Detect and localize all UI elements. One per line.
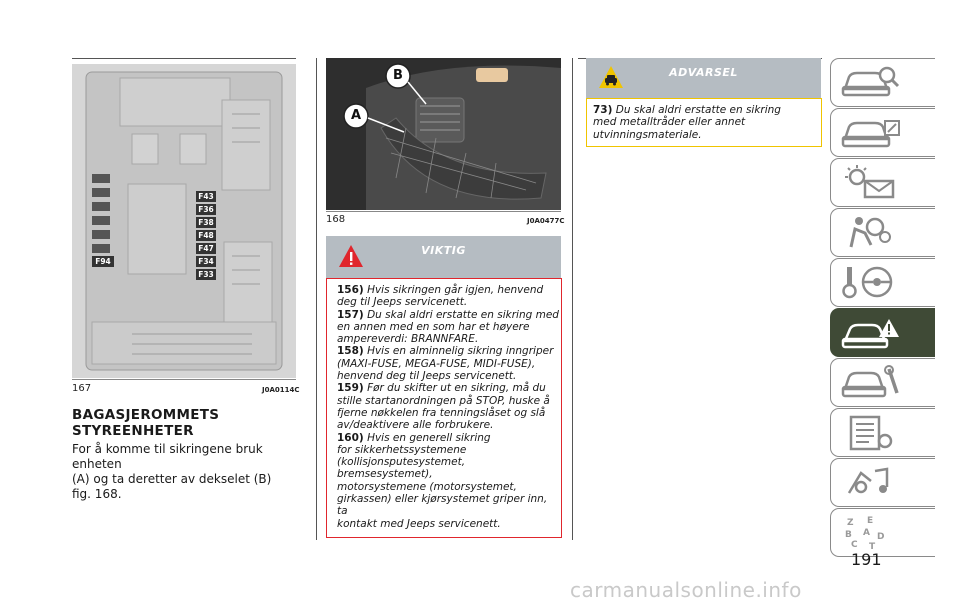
tab-emergency[interactable] [830,308,935,357]
viktig-title: VIKTIG [421,244,466,257]
advarsel-notes [593,104,815,141]
car-search-icon [841,63,901,101]
note-number: 159) [337,382,364,395]
alphabetical-index-icon [841,513,901,551]
multimedia-icon [841,463,901,501]
figure-caption-rule [72,379,296,380]
note-line: Hvis sikringen går igjen, henvend [367,284,544,296]
fuse-label: F47 [196,243,216,254]
fuse-label: F34 [196,256,216,267]
note-line: med metalltråder eller annet [593,116,746,129]
svg-text:E: E [867,516,874,526]
svg-text:A: A [863,528,870,538]
note-156 [337,284,559,309]
airbag-person-icon [841,213,901,251]
svg-text:T: T [869,542,876,551]
note-line: (MAXI-FUSE, MEGA-FUSE, MIDI-FUSE), [337,357,536,370]
figure-number: 168 [326,214,346,225]
note-line: for sikkerhetssystemene [337,443,467,456]
top-rule-left [72,58,296,59]
note-number: 158) [337,345,364,358]
section-heading [72,407,219,439]
tab-multimedia[interactable] [830,458,935,507]
note-line: deg til Jeeps servicenett. [337,296,468,309]
section-body [72,442,312,502]
fuse-label: F48 [196,230,216,241]
note-number: 73) [593,104,613,116]
note-line: kontakt med Jeeps servicenett. [337,517,501,530]
note-line: av/deaktivere alle forbrukere. [337,419,494,432]
note-line: Hvis en alminnelig sikring inngriper [367,345,554,358]
figure-code: J0A0477C [527,217,565,225]
page-number: 191 [851,550,882,569]
figure-code: J0A0114C [262,386,300,394]
fuse-label: F38 [196,217,216,228]
viktig-notes [337,284,559,530]
photo-label-a: A [350,108,362,123]
column-divider-1 [316,58,317,540]
note-line: fjerne nøkkelen fra tenningslåset og slå [337,406,546,419]
svg-text:Z: Z [847,518,854,528]
fuse-box-drawing [72,64,296,378]
tab-index[interactable] [830,508,935,557]
advarsel-title: ADVARSEL [669,66,738,79]
trunk-photo-drawing [326,58,561,210]
note-line: Du skal aldri erstatte en sikring [615,104,781,116]
note-line: Du skal aldri erstatte en sikring med [367,308,559,321]
note-159 [337,382,559,431]
column-divider-2 [572,58,573,540]
svg-text:D: D [877,532,885,542]
note-160 [337,432,559,530]
tab-car-search[interactable] [830,58,935,107]
tab-maintenance[interactable] [830,358,935,407]
section-heading-line: STYREENHETER [72,423,194,439]
note-line: ampereverdi: BRANNFARE. [337,333,479,346]
note-line: en annen med en som har et høyere [337,320,530,333]
trunk-photo-figure [326,58,561,210]
tab-specifications[interactable] [830,408,935,457]
viktig-banner [326,236,561,278]
fuse-box-figure [72,64,296,378]
tab-car-dashboard[interactable] [830,108,935,157]
note-line: stille startanordningen på STOP, huske å [337,394,550,407]
advarsel-box [586,98,822,147]
fuse-label: F36 [196,204,216,215]
note-158 [337,345,559,382]
photo-label-b: B [393,68,403,83]
figure-number: 167 [72,383,92,394]
advarsel-banner [586,58,821,98]
tab-starting-driving[interactable] [830,258,935,307]
warning-lights-icon [841,163,901,201]
steering-key-icon [841,263,901,301]
watermark: carmanualsonline.info [570,578,802,602]
svg-text:C: C [851,540,858,550]
section-heading-line: BAGASJEROMMETS [72,407,220,423]
note-line: Før du skifter ut en sikring, må du [367,382,546,395]
note-number: 160) [337,431,364,444]
note-line: utvinningsmateriale. [593,128,702,141]
car-maintenance-icon [841,363,901,401]
tab-airbag-safety[interactable] [830,208,935,257]
note-157 [337,309,559,346]
specifications-icon [841,413,901,451]
note-line: henvend deg til Jeeps servicenett. [337,370,517,383]
svg-text:B: B [845,530,852,540]
fuse-label-f94: F94 [92,256,114,267]
car-breakdown-icon [841,313,901,351]
tab-warning-lights[interactable] [830,158,935,207]
fuse-label: F33 [196,269,216,280]
note-number: 156) [337,284,364,296]
note-line: Hvis en generell sikring [367,431,491,444]
body-line: For å komme til sikringene bruk enheten [72,442,263,471]
body-line: fig. 168. [72,487,122,501]
figure-caption-rule [326,211,561,212]
note-line: (kollisjonsputesystemet, bremsesystemet), [337,456,466,481]
fuse-label: F43 [196,191,216,202]
note-line: girkassen) eller kjørsystemet griper inn, ta [337,493,548,518]
car-dashboard-icon [841,113,901,151]
viktig-box [326,278,562,538]
body-line: (A) og ta deretter av dekselet (B) [72,472,272,486]
note-line: motorsystemene (motorsystemet, [337,480,517,493]
note-number: 157) [337,308,364,321]
